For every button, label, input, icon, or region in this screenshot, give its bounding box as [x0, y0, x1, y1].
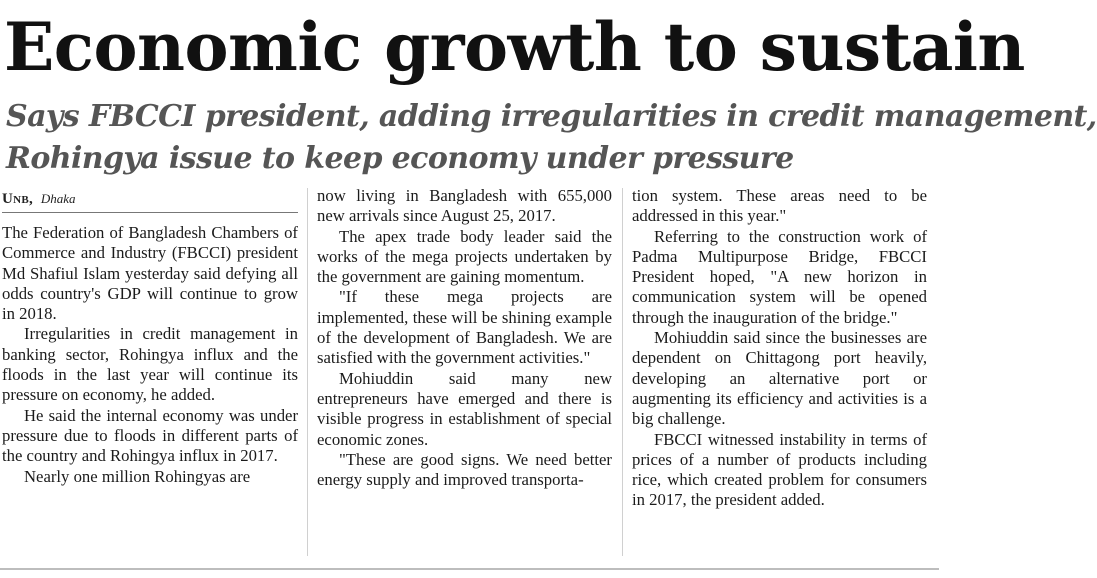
paragraph: Referring to the construction work of Padma Multipurpose Bridge, FBCCI President hoped, "A new horizon in communication system will be opened through the inauguration of the bridge." [632, 226, 927, 327]
column-divider [622, 188, 623, 556]
article-column-3 [632, 186, 927, 511]
paragraph: The Federation of Bangladesh Chambers of Commerce and Industry (FBCCI) president Md Shafiul Islam yesterday said defying all odds country's GDP will continue to grow in 2018. [2, 223, 298, 324]
paragraph: The apex trade body leader said the works of the mega projects undertaken by the government are gaining momentum. [317, 226, 612, 287]
subheadline-line-1: Says FBCCI president, adding irregularities in credit management, [6, 99, 1097, 134]
byline-agency: Unb, [2, 191, 34, 207]
bottom-rule [0, 568, 939, 570]
headline: Economic growth to sustain [4, 8, 1025, 86]
paragraph: now living in Bangladesh with 655,000 new arrivals since August 25, 2017. [317, 186, 612, 226]
paragraph: Nearly one million Rohingyas are [24, 466, 251, 486]
paragraph: Irregularities in credit management in banking sector, Rohingya influx and the floods in the last year will continue its pressure on economy, he added. [2, 324, 298, 405]
paragraph: "These are good signs. We need better energy supply and improved transporta- [317, 449, 612, 490]
paragraph: Mohiuddin said many new entrepreneurs have emerged and there is visible progress in establishment of special economic zones. [317, 368, 612, 449]
subheadline [6, 96, 1097, 180]
paragraph: He said the internal economy was under pressure due to floods in different parts of the country and Rohingya influx in 2017. [2, 405, 298, 466]
article-column-1 [2, 186, 298, 487]
paragraph: Mohiuddin said since the businesses are dependent on Chittagong port heavily, developing an alternative port or augmenting its efficiency and activities is a big challenge. [632, 328, 927, 429]
article-column-2 [317, 186, 612, 490]
byline [2, 186, 298, 213]
subheadline-line-2: Rohingya issue to keep economy under pressure [6, 141, 794, 176]
paragraph: tion system. These areas need to be addressed in this year." [632, 186, 927, 226]
paragraph: FBCCI witnessed instability in terms of prices of a number of products including rice, which created problem for consumers in 2017, the president added. [632, 429, 927, 510]
column-divider [307, 188, 308, 556]
paragraph: "If these mega projects are implemented, these will be shining example of the development of Bangladesh. We are satisfied with the government activities." [317, 287, 612, 368]
byline-place: Dhaka [40, 191, 76, 206]
